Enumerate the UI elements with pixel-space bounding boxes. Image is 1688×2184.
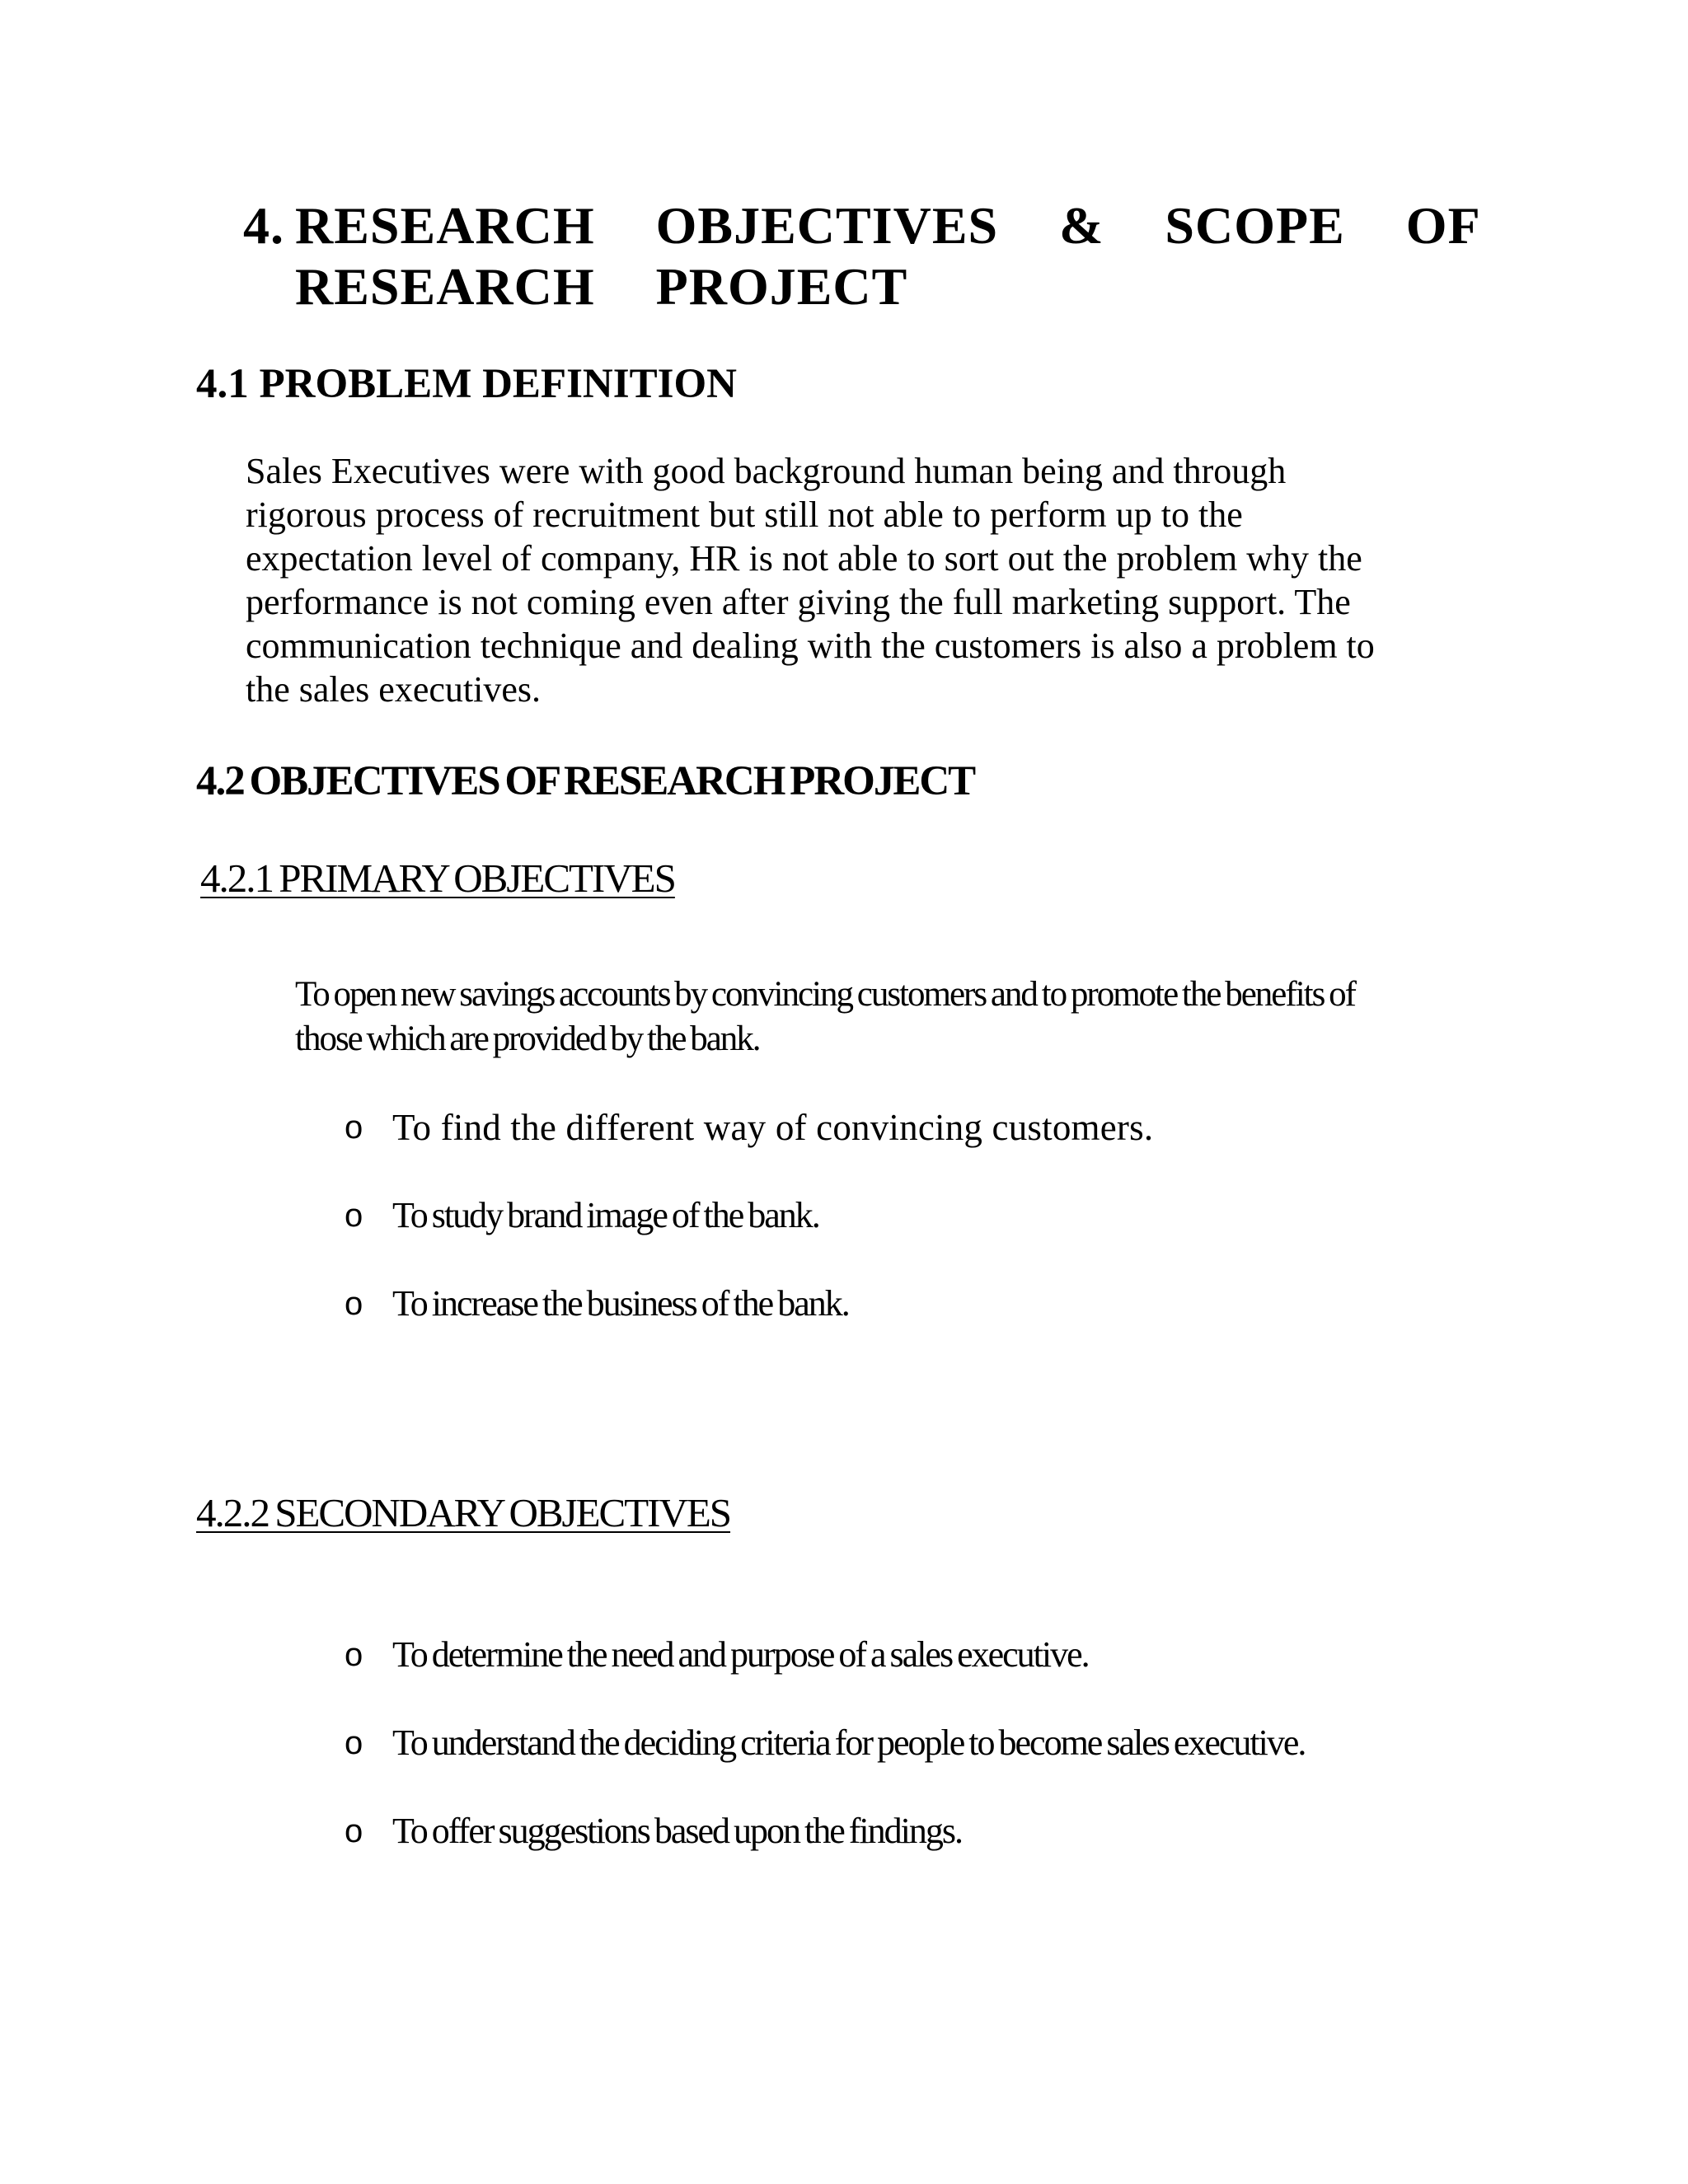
bullet-text: To determine the need and purpose of a sales executive. [392, 1634, 1089, 1675]
chapter-title-line-1: RESEARCH OBJECTIVES & SCOPE OF [295, 196, 1481, 255]
primary-objectives-intro [295, 972, 1465, 1062]
chapter-title [295, 195, 1481, 317]
bullet-text: To increase the business of the bank. [392, 1283, 849, 1324]
secondary-objectives-heading: 4.2.2 SECONDARY OBJECTIVES [196, 1490, 731, 1535]
paragraph-line: communication technique and dealing with the customers is also a problem to [246, 626, 1375, 666]
chapter-number: 4. [243, 196, 284, 255]
bullet-marker: o [345, 1197, 363, 1234]
paragraph-line: those which are provided by the bank. [295, 1019, 760, 1058]
paragraph-line: the sales executives. [246, 669, 541, 710]
paragraph-line: To open new savings accounts by convincing customers and to promote the benefits of [295, 975, 1355, 1014]
bullet-text: To find the different way of convincing customers. [392, 1107, 1154, 1148]
paragraph-line: Sales Executives were with good background human being and through [246, 451, 1287, 491]
bullet-text: To understand the deciding criteria for people to become sales executive. [392, 1722, 1306, 1763]
problem-definition-heading: 4.1 PROBLEM DEFINITION [196, 361, 737, 407]
paragraph-line: performance is not coming even after giving the full marketing support. The [246, 582, 1351, 622]
bullet-marker: o [345, 1109, 363, 1146]
problem-definition-paragraph [246, 449, 1465, 711]
paragraph-line: expectation level of company, HR is not able to sort out the problem why the [246, 538, 1362, 579]
bullet-marker: o [345, 1286, 363, 1322]
bullet-text: To offer suggestions based upon the findings. [392, 1811, 963, 1851]
primary-objectives-heading: 4.2.1 PRIMARY OBJECTIVES [200, 855, 675, 901]
bullet-marker: o [345, 1725, 363, 1761]
paragraph-line: rigorous process of recruitment but still not able to perform up to the [246, 494, 1243, 535]
bullet-marker: o [345, 1813, 363, 1849]
bullet-text: To study brand image of the bank. [392, 1195, 819, 1235]
objectives-heading: 4.2 OBJECTIVES OF RESEARCH PROJECT [196, 758, 975, 804]
chapter-title-line-2: RESEARCH PROJECT [295, 257, 908, 316]
bullet-marker: o [345, 1637, 363, 1673]
